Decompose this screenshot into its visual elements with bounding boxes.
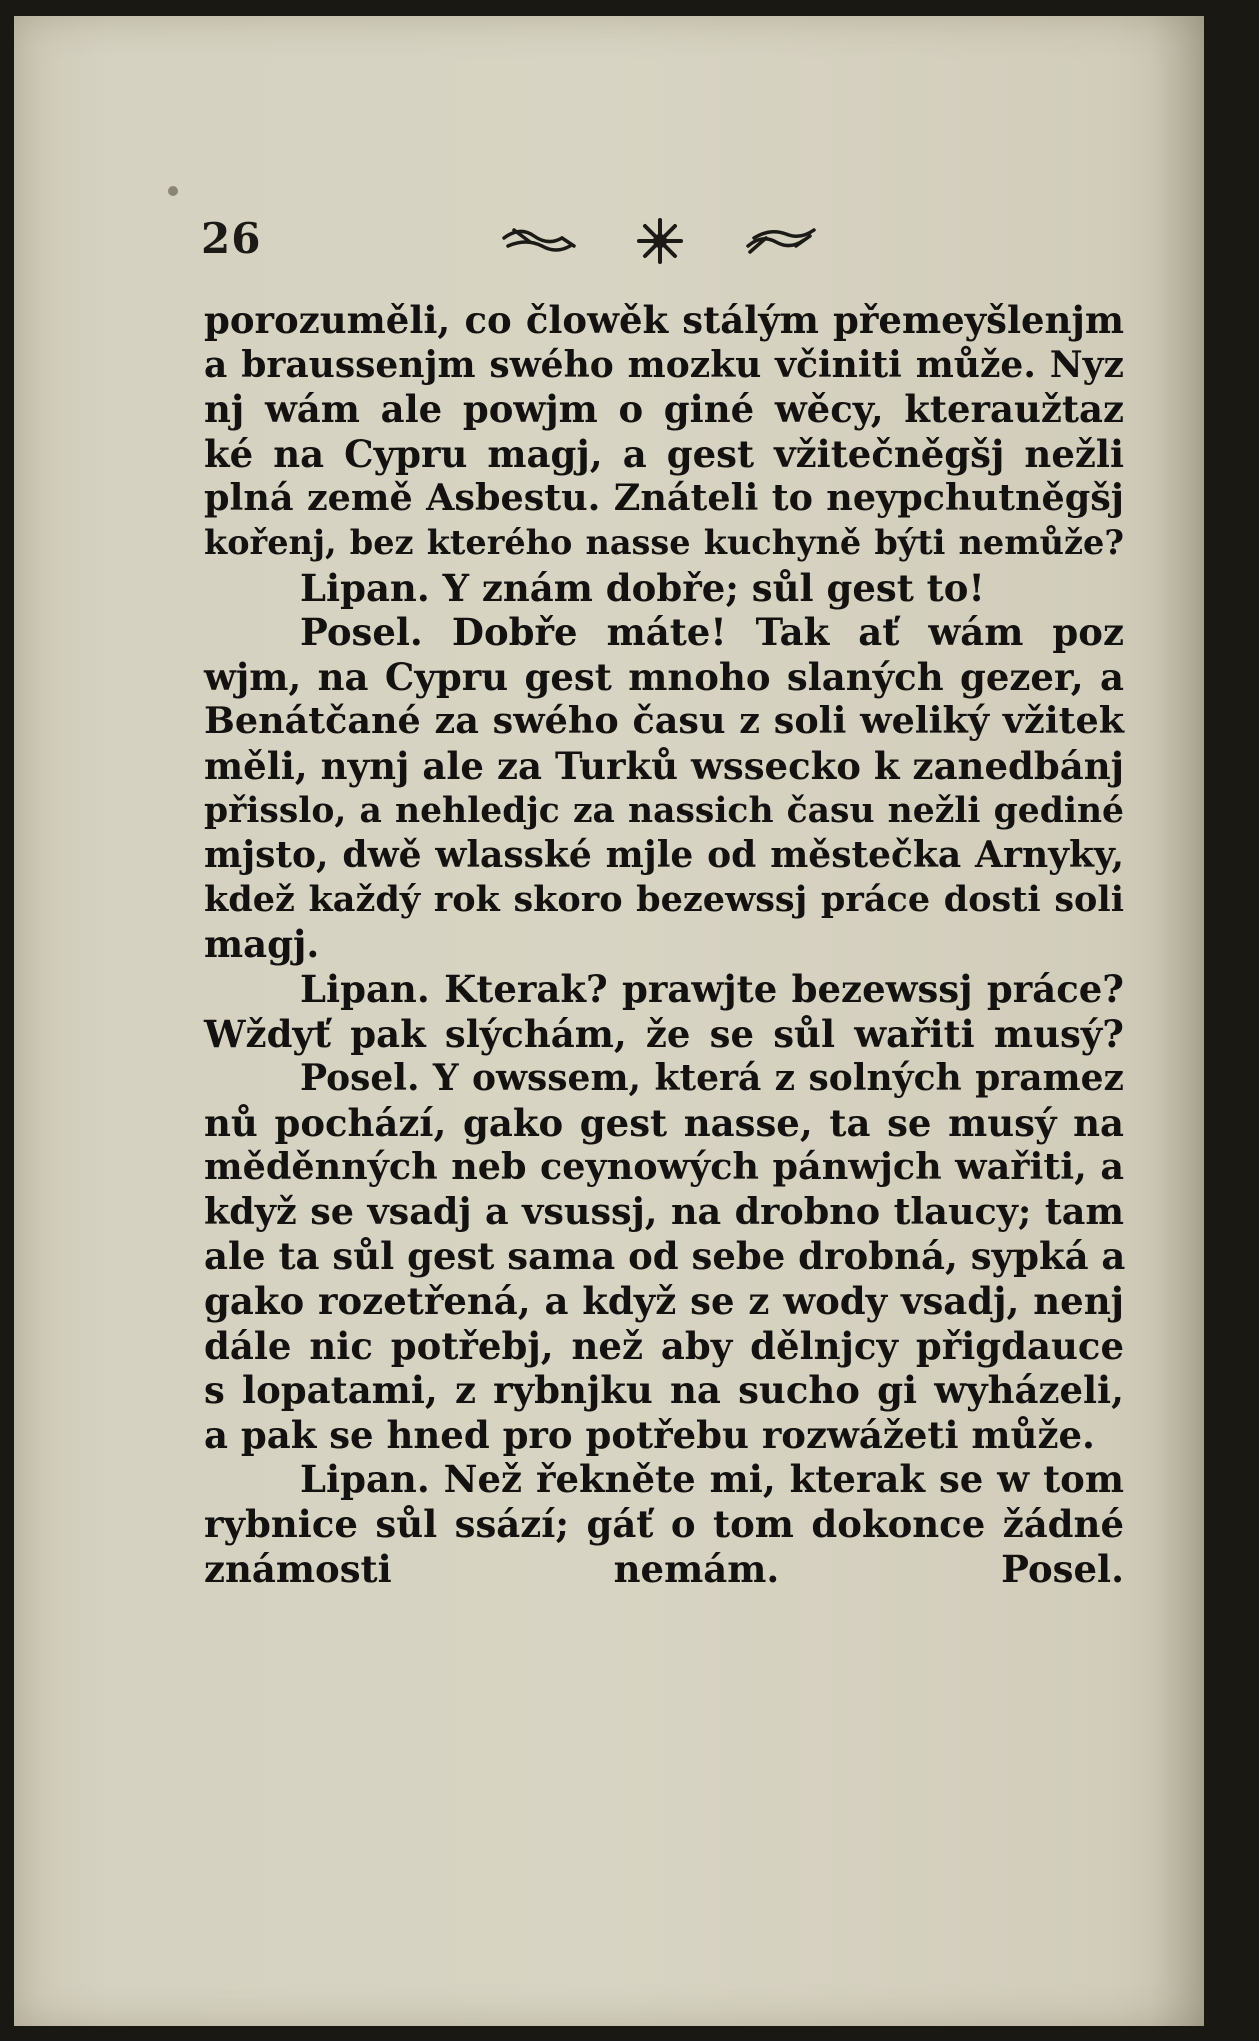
text-line: měděnných neb ceynowých pánwjch wařiti, a [204,1145,1124,1189]
text-line: a braussenjm swého mozku včiniti může. Nyz [204,343,1124,386]
right-flourish-icon [748,230,814,252]
text-line: nj wám ale powjm o giné wěcy, kteraužtaz [204,387,1124,432]
header-ornament [500,216,820,266]
text-line: měli, nynj ale za Turků wssecko k zanedbánj [204,743,1124,788]
book-page [14,16,1204,2026]
text-line: magj. [204,922,320,967]
catchword: Posel. [1001,1546,1124,1591]
text-line: mjsto, dwě wlasské mjle od městečka Arnyky, [204,834,1124,877]
text-line: ké na Cypru magj, a gest vžitečněgšj nežli [204,431,1124,476]
ink-spot [168,186,178,196]
text-line: Benátčané za swého času z soli weliký vžitek [204,699,1124,743]
text-line: Wždyť pak slýchám, že se sůl wařiti musý? [204,1011,1124,1056]
text-line: Lipan. Y znám dobře; sůl gest to! [300,565,985,610]
text-line: kdež každý rok skoro bezewssj práce dosti soli [204,878,1124,920]
text-line: nů pochází, gako gest nasse, ta se musý na [204,1100,1124,1145]
left-flourish-icon [504,230,574,250]
text-line: Lipan. Kterak? prawjte bezewssj práce? [300,966,1124,1011]
text-line: a pak se hned pro potřebu rozwážeti může. [204,1412,1095,1457]
text-line: Posel. Y owssem, která z solných pramez [300,1057,1124,1100]
page-header [14,214,1204,274]
text-line: ale ta sůl gest sama od sebe drobná, sypká a [204,1234,1126,1279]
text-line: gako rozetřená, a když se z wody vsadj, nenj [204,1279,1124,1324]
text-line: přisslo, a nehledjc za nassich času nežli gediné [204,790,1124,831]
text-line: Posel. Dobře máte! Tak ať wám poz [300,610,1124,655]
text-line: když se vsadj a vsussj, na drobno tlaucy; tam [204,1189,1124,1233]
body-text [204,298,1124,1591]
text-line: s lopatami, z rybnjku na sucho gi wyházeli, [204,1368,1124,1413]
text-line: známosti nemám. [204,1546,780,1591]
text-line: dále nic potřebj, než aby dělnjcy přigdauce [204,1323,1124,1368]
text-line: rybnice sůl ssází; gáť o tom dokonce žádné [204,1502,1124,1547]
text-line: wjm, na Cypru gest mnoho slaných gezer, a [204,654,1124,699]
text-line: kořenj, bez kterého nasse kuchyně býti nemůže? [204,522,1124,562]
text-line: Lipan. Než řekněte mi, kterak se w tom [300,1457,1124,1502]
text-line: plná země Asbestu. Znáteli to neypchutněgšj [204,476,1124,520]
last-line-with-catchword [204,1547,1124,1592]
page-edge-shadow [1149,16,1204,2026]
page-number: 26 [201,214,262,263]
text-line: porozuměli, co člowěk stálým přemeyšlenjm [204,298,1124,342]
star-ornament-icon [639,220,681,262]
